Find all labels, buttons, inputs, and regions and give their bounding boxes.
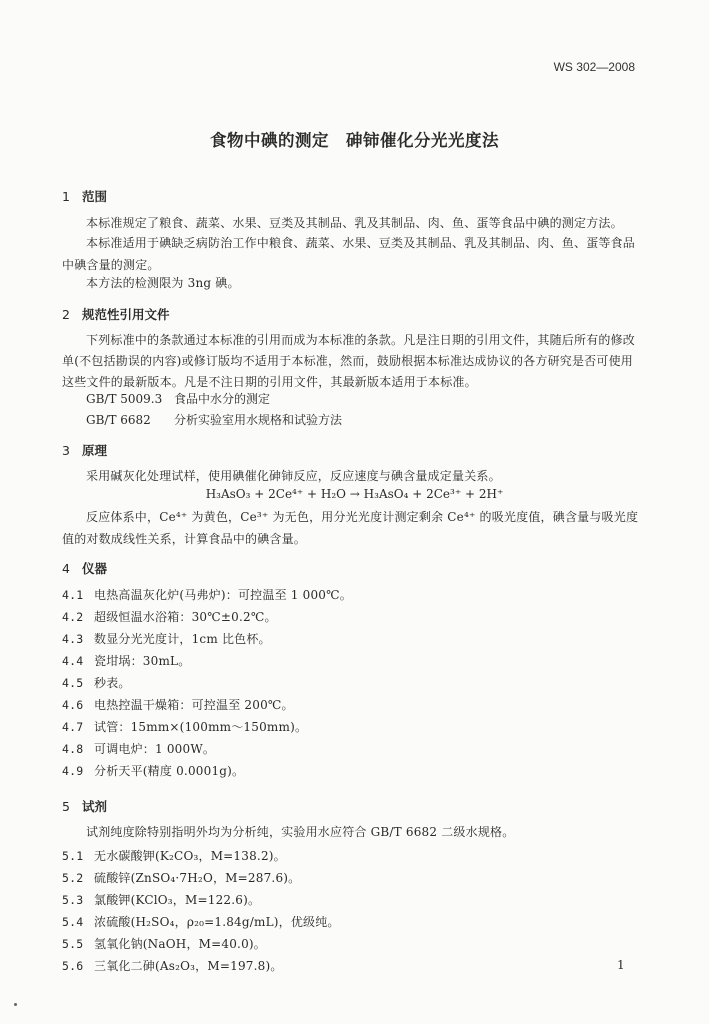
item-text: 超级恒温水浴箱：30℃±0.2℃。 [94,610,277,624]
reaction-equation: H₃AsO₃ + 2Ce⁴⁺ + H₂O → H₃AsO₄ + 2Ce³⁺ + 2H⁺ [205,487,504,501]
list-item [62,630,271,647]
paragraph: 本标准适用于碘缺乏病防治工作中粮食、蔬菜、水果、豆类及其制品、乳及其制品、肉、鱼、蛋等食品中碘含量的测定。 [62,236,636,272]
list-item [62,762,244,779]
item-text: 可调电炉：1 000W。 [94,742,216,756]
section-title: 仪器 [82,561,108,576]
item-number: 5.6 [62,959,84,973]
section-number: 5 [62,799,70,814]
section-2-heading [62,305,170,323]
item-text: 电热控温干燥箱：可控温至 200℃。 [94,698,294,712]
paragraph: 采用碱灰化处理试样，使用碘催化砷铈反应，反应速度与碘含量成定量关系。 [86,469,501,483]
section-title: 规范性引用文件 [82,307,170,322]
list-item [62,869,300,886]
item-text: 氯酸钾(KClO₃，M=122.6)。 [94,893,261,907]
item-number: 4.5 [62,676,84,690]
paragraph: 本方法的检测限为 3ng 碘。 [86,276,240,290]
item-text: 三氧化二砷(As₂O₃，M=197.8)。 [94,959,283,973]
list-item [62,696,294,713]
item-text: 氢氧化钠(NaOH，M=40.0)。 [94,937,266,951]
item-number: 4.6 [62,698,84,712]
document-code: WS 302—2008 [553,60,635,74]
list-item [62,957,283,974]
list-item [62,935,266,952]
paragraph: 反应体系中，Ce⁴⁺ 为黄色，Ce³⁺ 为无色，用分光光度计测定剩余 Ce⁴⁺ 的吸光度值，碘含量与吸光度值的对数成线性关系，计算食品中的碘含量。 [62,510,639,546]
list-item [62,652,190,669]
item-text: 瓷坩埚：30mL。 [94,654,191,668]
item-number: 5.3 [62,893,84,907]
section-title: 范围 [82,189,108,204]
reference-code: GB/T 6682 [86,413,151,427]
section-number: 1 [62,189,70,204]
section-number: 4 [62,561,70,576]
section-5-heading [62,797,107,815]
page-title: 食物中碘的测定 砷铈催化分光光度法 [210,131,499,150]
section-3-heading [62,441,107,459]
item-number: 4.2 [62,610,84,624]
list-item [62,847,286,864]
item-number: 5.5 [62,937,84,951]
paragraph: 试剂纯度除特别指明外均为分析纯，实验用水应符合 GB/T 6682 二级水规格。 [86,825,515,839]
reference-title: 分析实验室用水规格和试验方法 [174,413,343,427]
item-number: 5.2 [62,871,84,885]
reference-item [86,390,270,407]
item-number: 4.7 [62,720,84,734]
section-number: 2 [62,307,70,322]
item-number: 5.4 [62,915,84,929]
page-number: 1 [617,958,625,972]
reference-title: 食品中水分的测定 [174,392,271,406]
list-item [62,674,131,691]
section-4-heading [62,559,107,577]
section-1-heading [62,187,107,205]
scan-speck [14,1003,17,1006]
section-number: 3 [62,443,70,458]
item-text: 浓硫酸(H₂SO₄，ρ₂₀=1.84g/mL)，优级纯。 [94,915,340,929]
paragraph: 本标准规定了粮食、蔬菜、水果、豆类及其制品、乳及其制品、肉、鱼、蛋等食品中碘的测定方法。 [86,216,623,230]
list-item [62,913,340,930]
item-text: 电热高温灰化炉(马弗炉)：可控温至 1 000℃。 [94,588,352,602]
item-text: 秒表。 [94,676,131,690]
paragraph: 下列标准中的条款通过本标准的引用而成为本标准的条款。凡是注日期的引用文件，其随后所有的修改单(不包括勘误的内容)或修订版均不适用于本标准，然而，鼓励根据本标准达成协议的各方研究是否可使用这些文件的最新版本。凡是不注日期的引用文件，其最新版本适用于本标准。 [62,333,636,389]
list-item [62,891,260,908]
item-number: 4.3 [62,632,84,646]
list-item [62,740,215,757]
item-text: 无水碳酸钾(K₂CO₃，M=138.2)。 [94,849,286,863]
item-text: 数显分光光度计，1cm 比色杯。 [94,632,271,646]
item-number: 4.8 [62,742,84,756]
item-number: 4.4 [62,654,84,668]
list-item [62,718,307,735]
section-title: 原理 [82,443,108,458]
list-item [62,586,352,603]
item-text: 硫酸锌(ZnSO₄·7H₂O，M=287.6)。 [94,871,301,885]
item-text: 分析天平(精度 0.0001g)。 [94,764,245,778]
section-title: 试剂 [82,799,108,814]
item-number: 5.1 [62,849,84,863]
item-number: 4.9 [62,764,84,778]
reference-code: GB/T 5009.3 [86,392,163,406]
reference-item [86,411,342,428]
list-item [62,608,277,625]
item-number: 4.1 [62,588,84,602]
item-text: 试管：15mm×(100mm～150mm)。 [94,720,308,734]
